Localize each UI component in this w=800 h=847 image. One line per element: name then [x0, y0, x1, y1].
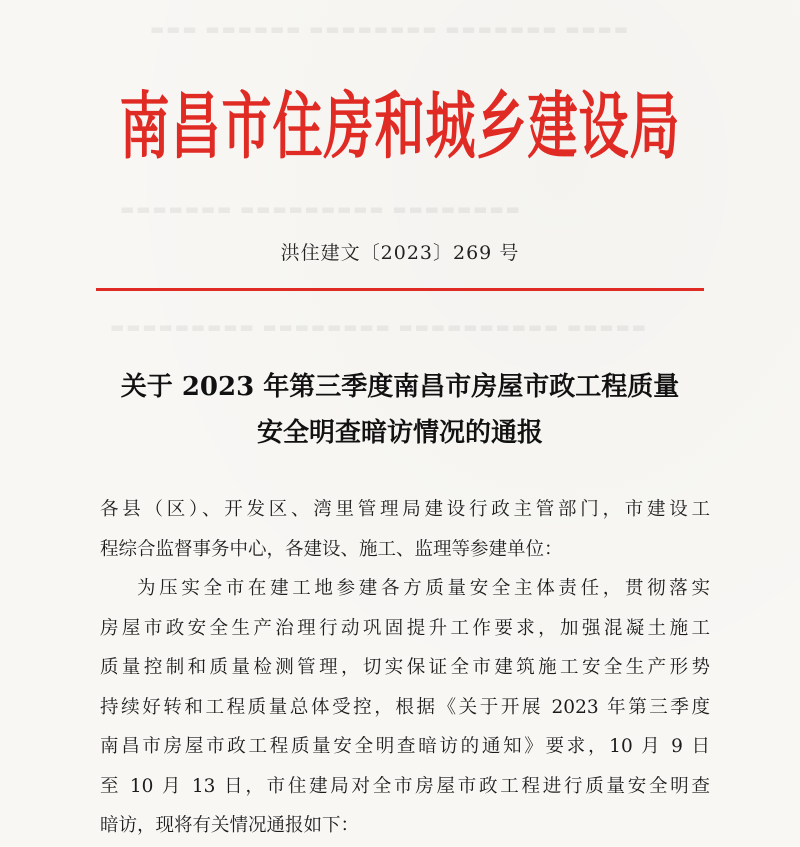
header-divider	[96, 288, 704, 291]
paragraph-line: 持续好转和工程质量总体受控，根据《关于开展 2023 年第三季度	[100, 696, 710, 718]
paragraph-line: 暗访，现将有关情况通报如下：	[100, 815, 360, 836]
paragraph-line: 质量控制和质量检测管理，切实保证全市建筑施工安全生产形势	[100, 657, 710, 678]
paragraph-line: 南昌市房屋市政工程质量安全明查暗访的通知》要求，10 月 9 日	[100, 736, 710, 757]
notice-title	[60, 364, 740, 456]
notice-title-line: 关于 2023 年第三季度南昌市房屋市政工程质量	[120, 372, 680, 402]
paragraph-line: 房屋市政安全生产治理行动巩固提升工作要求，加强混凝土施工	[100, 617, 710, 639]
bleed-through-decoration: ▬▬▬▬▬▬▬ ▬▬▬▬▬▬▬▬▬ ▬▬▬▬▬▬▬▬	[120, 200, 522, 218]
bleed-through-decoration: ▬▬▬▬▬▬▬▬▬ ▬▬▬▬▬▬▬▬ ▬▬▬▬▬▬▬▬▬▬ ▬▬▬▬▬	[110, 318, 648, 336]
notice-title-line: 安全明查暗访情况的通报	[256, 418, 543, 448]
recipients-line: 各县（区）、开发区、湾里管理局建设行政主管部门，市建设工	[100, 499, 710, 520]
document-body	[100, 490, 710, 846]
paragraph-line: 为压实全市在建工地参建各方质量安全主体责任，贯彻落实	[137, 578, 710, 599]
recipients-line: 程综合监督事务中心，各建设、施工、监理等参建单位：	[100, 538, 563, 560]
issuer-header: 南昌市住房和城乡建设局	[119, 84, 681, 170]
document-number: 洪住建文〔2023〕269 号	[280, 242, 520, 264]
paragraph-line: 至 10 月 13 日，市住建局对全市房屋市政工程进行质量安全明查	[100, 775, 710, 797]
bleed-through-decoration: ▬▬▬ ▬▬▬▬▬▬ ▬▬▬▬▬▬▬▬ ▬▬▬▬▬▬▬ ▬▬▬▬	[150, 20, 630, 38]
